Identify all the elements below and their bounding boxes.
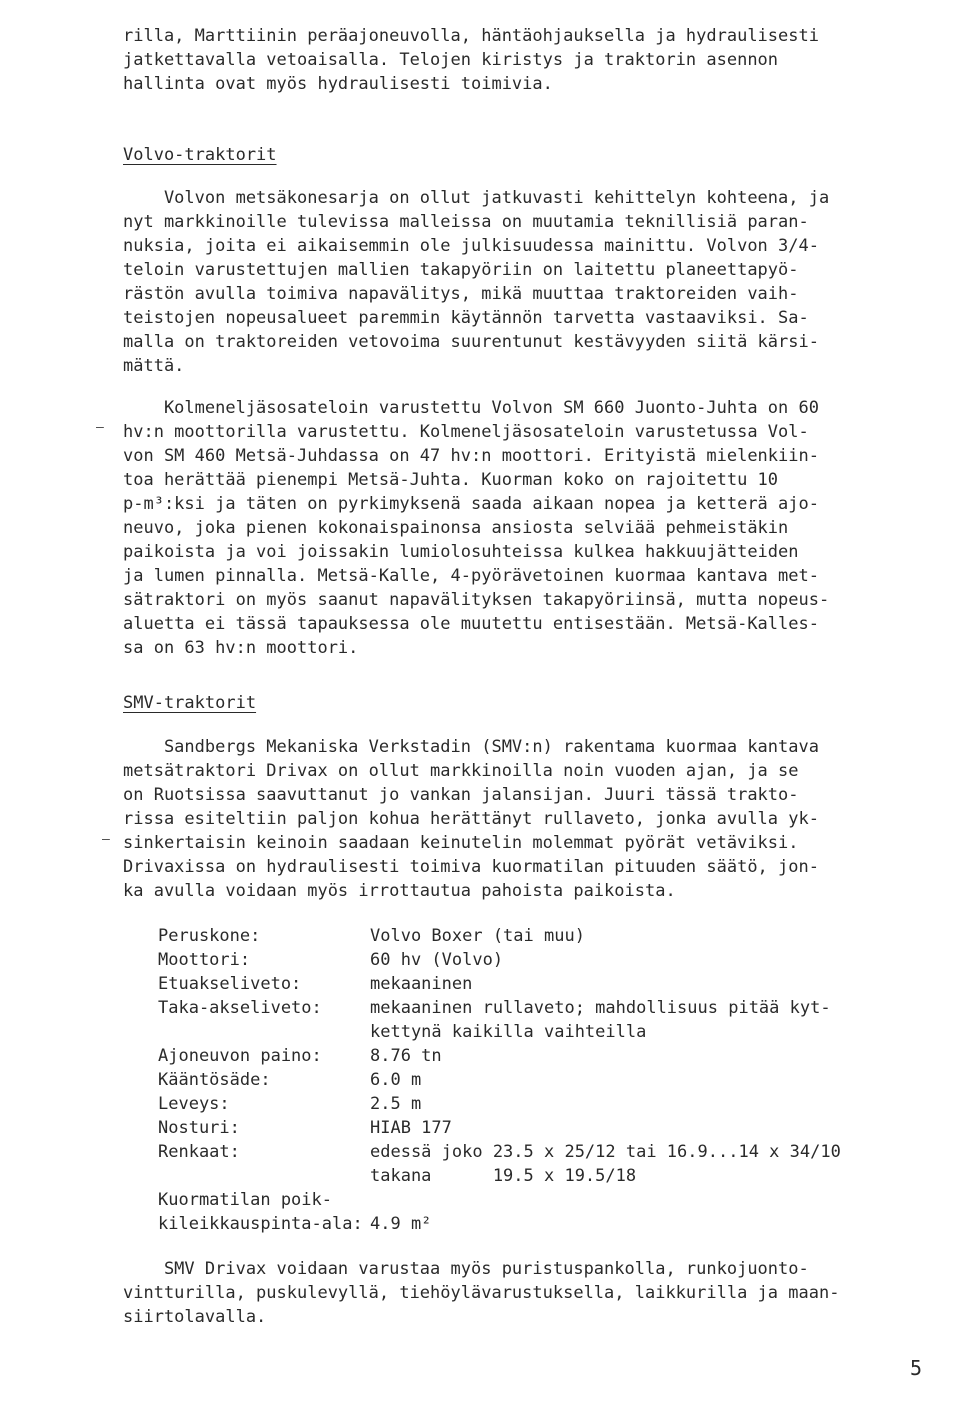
volvo-p1-line-4: teloin varustettujen mallien takapyöriin on laitettu planeettapyö- bbox=[123, 260, 799, 280]
volvo-p2-line-2: hv:n moottorilla varustettu. Kolmeneljäsosateloin varustetussa Vol- bbox=[123, 422, 809, 442]
smv-p2-line-2: vintturilla, puskulevyllä, tiehöylävarustuksella, laikkurilla ja maan- bbox=[123, 1283, 840, 1303]
spec-label: Kääntösäde: bbox=[158, 1070, 271, 1090]
intro-line-1: rilla, Marttiinin peräajoneuvolla, häntäohjauksella ja hydraulisesti bbox=[123, 26, 819, 46]
smv-p1-line-1: Sandbergs Mekaniska Verkstadin (SMV:n) rakentama kuormaa kantava bbox=[123, 737, 819, 757]
volvo-p2-line-8: ja lumen pinnalla. Metsä-Kalle, 4-pyörävetoinen kuormaa kantava met- bbox=[123, 566, 819, 586]
intro-line-3: hallinta ovat myös hydraulisesti toimivia. bbox=[123, 74, 553, 94]
spec-label: Renkaat: bbox=[158, 1142, 240, 1162]
volvo-p1-line-5: rästön avulla toimiva napavälitys, mikä muuttaa traktoreiden vaih- bbox=[123, 284, 799, 304]
volvo-p2-line-3: von SM 460 Metsä-Juhdassa on 47 hv:n moottori. Erityistä mielenkiin- bbox=[123, 446, 819, 466]
page-number: 5 bbox=[909, 1356, 922, 1380]
volvo-p1-line-7: malla on traktoreiden vetovoima suurentunut kestävyyden siitä kärsi- bbox=[123, 332, 819, 352]
spec-value: Volvo Boxer (tai muu) bbox=[370, 926, 585, 946]
volvo-p2-line-5: p-m³:ksi ja täten on pyrkimyksenä saada aikaan nopea ja ketterä ajo- bbox=[123, 494, 819, 514]
volvo-heading: Volvo-traktorit bbox=[123, 145, 277, 165]
spec-value: mekaaninen rullaveto; mahdollisuus pitää kyt- bbox=[370, 998, 831, 1018]
volvo-p1-line-8: mättä. bbox=[123, 356, 185, 376]
spec-label: Leveys: bbox=[158, 1094, 230, 1114]
volvo-p1-line-3: nuksia, joita ei aikaisemmin ole julkisuudessa mainittu. Volvon 3/4- bbox=[123, 236, 819, 256]
spec-value: 8.76 tn bbox=[370, 1046, 442, 1066]
smv-p1-line-2: metsätraktori Drivax on ollut markkinoilla noin vuoden ajan, ja se bbox=[123, 761, 799, 781]
intro-line-2: jatkettavalla vetoaisalla. Telojen kiristys ja traktorin asennon bbox=[123, 50, 779, 70]
smv-p1-line-5: sinkertaisin keinoin saadaan keinutelin molemmat pyörät vetäviksi. bbox=[123, 833, 799, 853]
spec-value: 4.9 m² bbox=[370, 1214, 432, 1234]
volvo-p1-line-6: teistojen nopeusalueet paremmin käytännön tarvetta vastaaviksi. Sa- bbox=[123, 308, 809, 328]
spec-label: Moottori: bbox=[158, 950, 251, 970]
volvo-p2-line-4: toa herättää pienempi Metsä-Juhta. Kuorman koko on rajoitettu 10 bbox=[123, 470, 779, 490]
spec-value: takana 19.5 x 19.5/18 bbox=[370, 1166, 637, 1186]
smv-p2-line-1: SMV Drivax voidaan varustaa myös puristuspankolla, runkojuonto- bbox=[123, 1259, 809, 1279]
volvo-p2-line-6: neuvo, joka pienen kokonaispainonsa ansiosta selviää pehmeistäkin bbox=[123, 518, 789, 538]
spec-value: 2.5 m bbox=[370, 1094, 422, 1114]
spec-value: 6.0 m bbox=[370, 1070, 422, 1090]
volvo-p2-line-1: Kolmeneljäsosateloin varustettu Volvon SM 660 Juonto-Juhta on 60 bbox=[123, 398, 819, 418]
spec-value: edessä joko 23.5 x 25/12 tai 16.9...14 x 34/10 bbox=[370, 1142, 841, 1162]
volvo-p1-line-1: Volvon metsäkonesarja on ollut jatkuvasti kehittelyn kohteena, ja bbox=[123, 188, 830, 208]
margin-mark: ‒ bbox=[102, 832, 110, 847]
spec-label: Etuakseliveto: bbox=[158, 974, 302, 994]
spec-label: Taka-akseliveto: bbox=[158, 998, 322, 1018]
spec-value: kettynä kaikilla vaihteilla bbox=[370, 1022, 647, 1042]
spec-label: Peruskone: bbox=[158, 926, 261, 946]
spec-value: mekaaninen bbox=[370, 974, 473, 994]
smv-p2-line-3: siirtolavalla. bbox=[123, 1307, 267, 1327]
smv-p1-line-4: rissa esiteltiin paljon kohua herättänyt rullaveto, jonka avulla yk- bbox=[123, 809, 819, 829]
spec-label: Ajoneuvon paino: bbox=[158, 1046, 322, 1066]
spec-label: Nosturi: bbox=[158, 1118, 240, 1138]
smv-p1-line-7: ka avulla voidaan myös irrottautua pahoista paikoista. bbox=[123, 881, 676, 901]
volvo-p2-line-11: sa on 63 hv:n moottori. bbox=[123, 638, 359, 658]
smv-p1-line-6: Drivaxissa on hydraulisesti toimiva kuormatilan pituuden säätö, jon- bbox=[123, 857, 819, 877]
spec-label: Kuormatilan poik- bbox=[158, 1190, 332, 1210]
smv-p1-line-3: on Ruotsissa saavuttanut jo vankan jalansijan. Juuri tässä trakto- bbox=[123, 785, 799, 805]
spec-value: 60 hv (Volvo) bbox=[370, 950, 504, 970]
smv-heading: SMV-traktorit bbox=[123, 693, 257, 713]
margin-mark: ‒ bbox=[96, 420, 104, 435]
volvo-p2-line-10: aluetta ei tässä tapauksessa ole muutettu entisestään. Metsä-Kalles- bbox=[123, 614, 819, 634]
spec-value: HIAB 177 bbox=[370, 1118, 452, 1138]
volvo-p1-line-2: nyt markkinoille tulevissa malleissa on muutamia teknillisiä paran- bbox=[123, 212, 809, 232]
volvo-p2-line-7: paikoista ja voi joissakin lumiolosuhteissa kulkea hakkuujätteiden bbox=[123, 542, 799, 562]
volvo-p2-line-9: sätraktori on myös saanut napavälityksen takapyöriinsä, mutta nopeus- bbox=[123, 590, 830, 610]
spec-label: kileikkauspinta-ala: bbox=[158, 1214, 363, 1234]
